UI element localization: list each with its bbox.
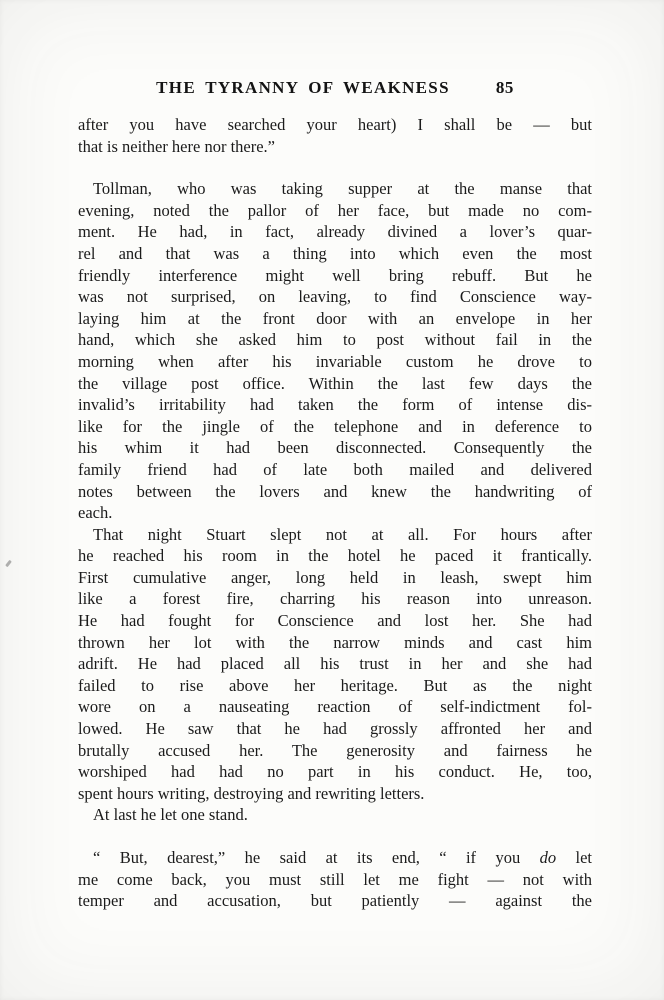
text-line: failed to rise above her heritage. But as the night: [78, 675, 592, 695]
text-line: he reached his room in the hotel he paced it frantically.: [78, 546, 592, 566]
text-line: the village post office. Within the last few days the: [78, 373, 592, 393]
text-line: brutally accused her. The generosity and fairness he: [78, 740, 592, 760]
scan-mark: [5, 560, 12, 567]
paragraph: [78, 524, 592, 805]
text-line: He had fought for Conscience and lost her. She had: [78, 611, 592, 631]
text-line: At last he let one stand.: [93, 805, 248, 825]
text-line: family friend had of late both mailed and delivered: [78, 459, 592, 479]
text-line: thrown her lot with the narrow minds and cast him: [78, 632, 592, 652]
text-line: his whim it had been disconnected. Consequently the: [78, 438, 592, 458]
text-line: each.: [78, 503, 113, 523]
page-number: 85: [495, 78, 514, 97]
italic-text: do: [539, 848, 557, 867]
body-text: [78, 114, 592, 912]
paragraph: [78, 178, 592, 524]
text-line: morning when after his invariable custom he drove to: [78, 351, 592, 371]
text-line: hand, which she asked him to post without fail in the: [78, 330, 592, 350]
text-line: after you have searched your heart) I shall be — but: [78, 115, 592, 134]
text-segment: “ But, dearest,” he said at its end, “ if you: [93, 848, 540, 867]
text-line: invalid’s irritability had taken the form of intense dis-: [78, 395, 592, 415]
text-line: lowed. He saw that he had grossly affronted her and: [78, 719, 592, 739]
text-line: adrift. He had placed all his trust in her and she had: [78, 654, 592, 674]
running-header: [78, 78, 592, 98]
text-line: rel and that was a thing into which even the most: [78, 243, 592, 263]
text-line: evening, noted the pallor of her face, but made no com-: [78, 200, 592, 220]
text-line: That night Stuart slept not at all. For hours after: [93, 524, 592, 544]
text-line: notes between the lovers and knew the handwriting of: [78, 481, 592, 501]
text-line: [78, 847, 592, 869]
text-line: friendly interference might well bring rebuff. But he: [78, 265, 592, 285]
text-line: like for the jingle of the telephone and in deference to: [78, 416, 592, 436]
text-line: was not surprised, on leaving, to find Conscience way-: [78, 287, 592, 307]
text-line: First cumulative anger, long held in leash, swept him: [78, 567, 592, 587]
text-line: temper and accusation, but patiently — against the: [78, 891, 592, 911]
paragraph: [78, 804, 592, 826]
paragraph: [78, 114, 592, 157]
chapter-title: THE TYRANNY OF WEAKNESS: [156, 78, 450, 97]
text-line: ment. He had, in fact, already divined a lover’s quar-: [78, 222, 592, 242]
text-line: laying him at the front door with an envelope in her: [78, 308, 592, 328]
text-line: worshiped had had no part in his conduct. He, too,: [78, 762, 592, 782]
text-line: Tollman, who was taking supper at the manse that: [93, 179, 592, 199]
text-line: like a forest fire, charring his reason into unreason.: [78, 589, 592, 609]
text-line: me come back, you must still let me fight — not with: [78, 869, 592, 889]
text-line: spent hours writing, destroying and rewriting letters.: [78, 783, 425, 803]
text-segment: let: [556, 848, 592, 867]
text-line: wore on a nauseating reaction of self-indictment fol-: [78, 697, 592, 717]
text-line: that is neither here nor there.”: [78, 136, 275, 156]
paragraph: [78, 847, 592, 912]
